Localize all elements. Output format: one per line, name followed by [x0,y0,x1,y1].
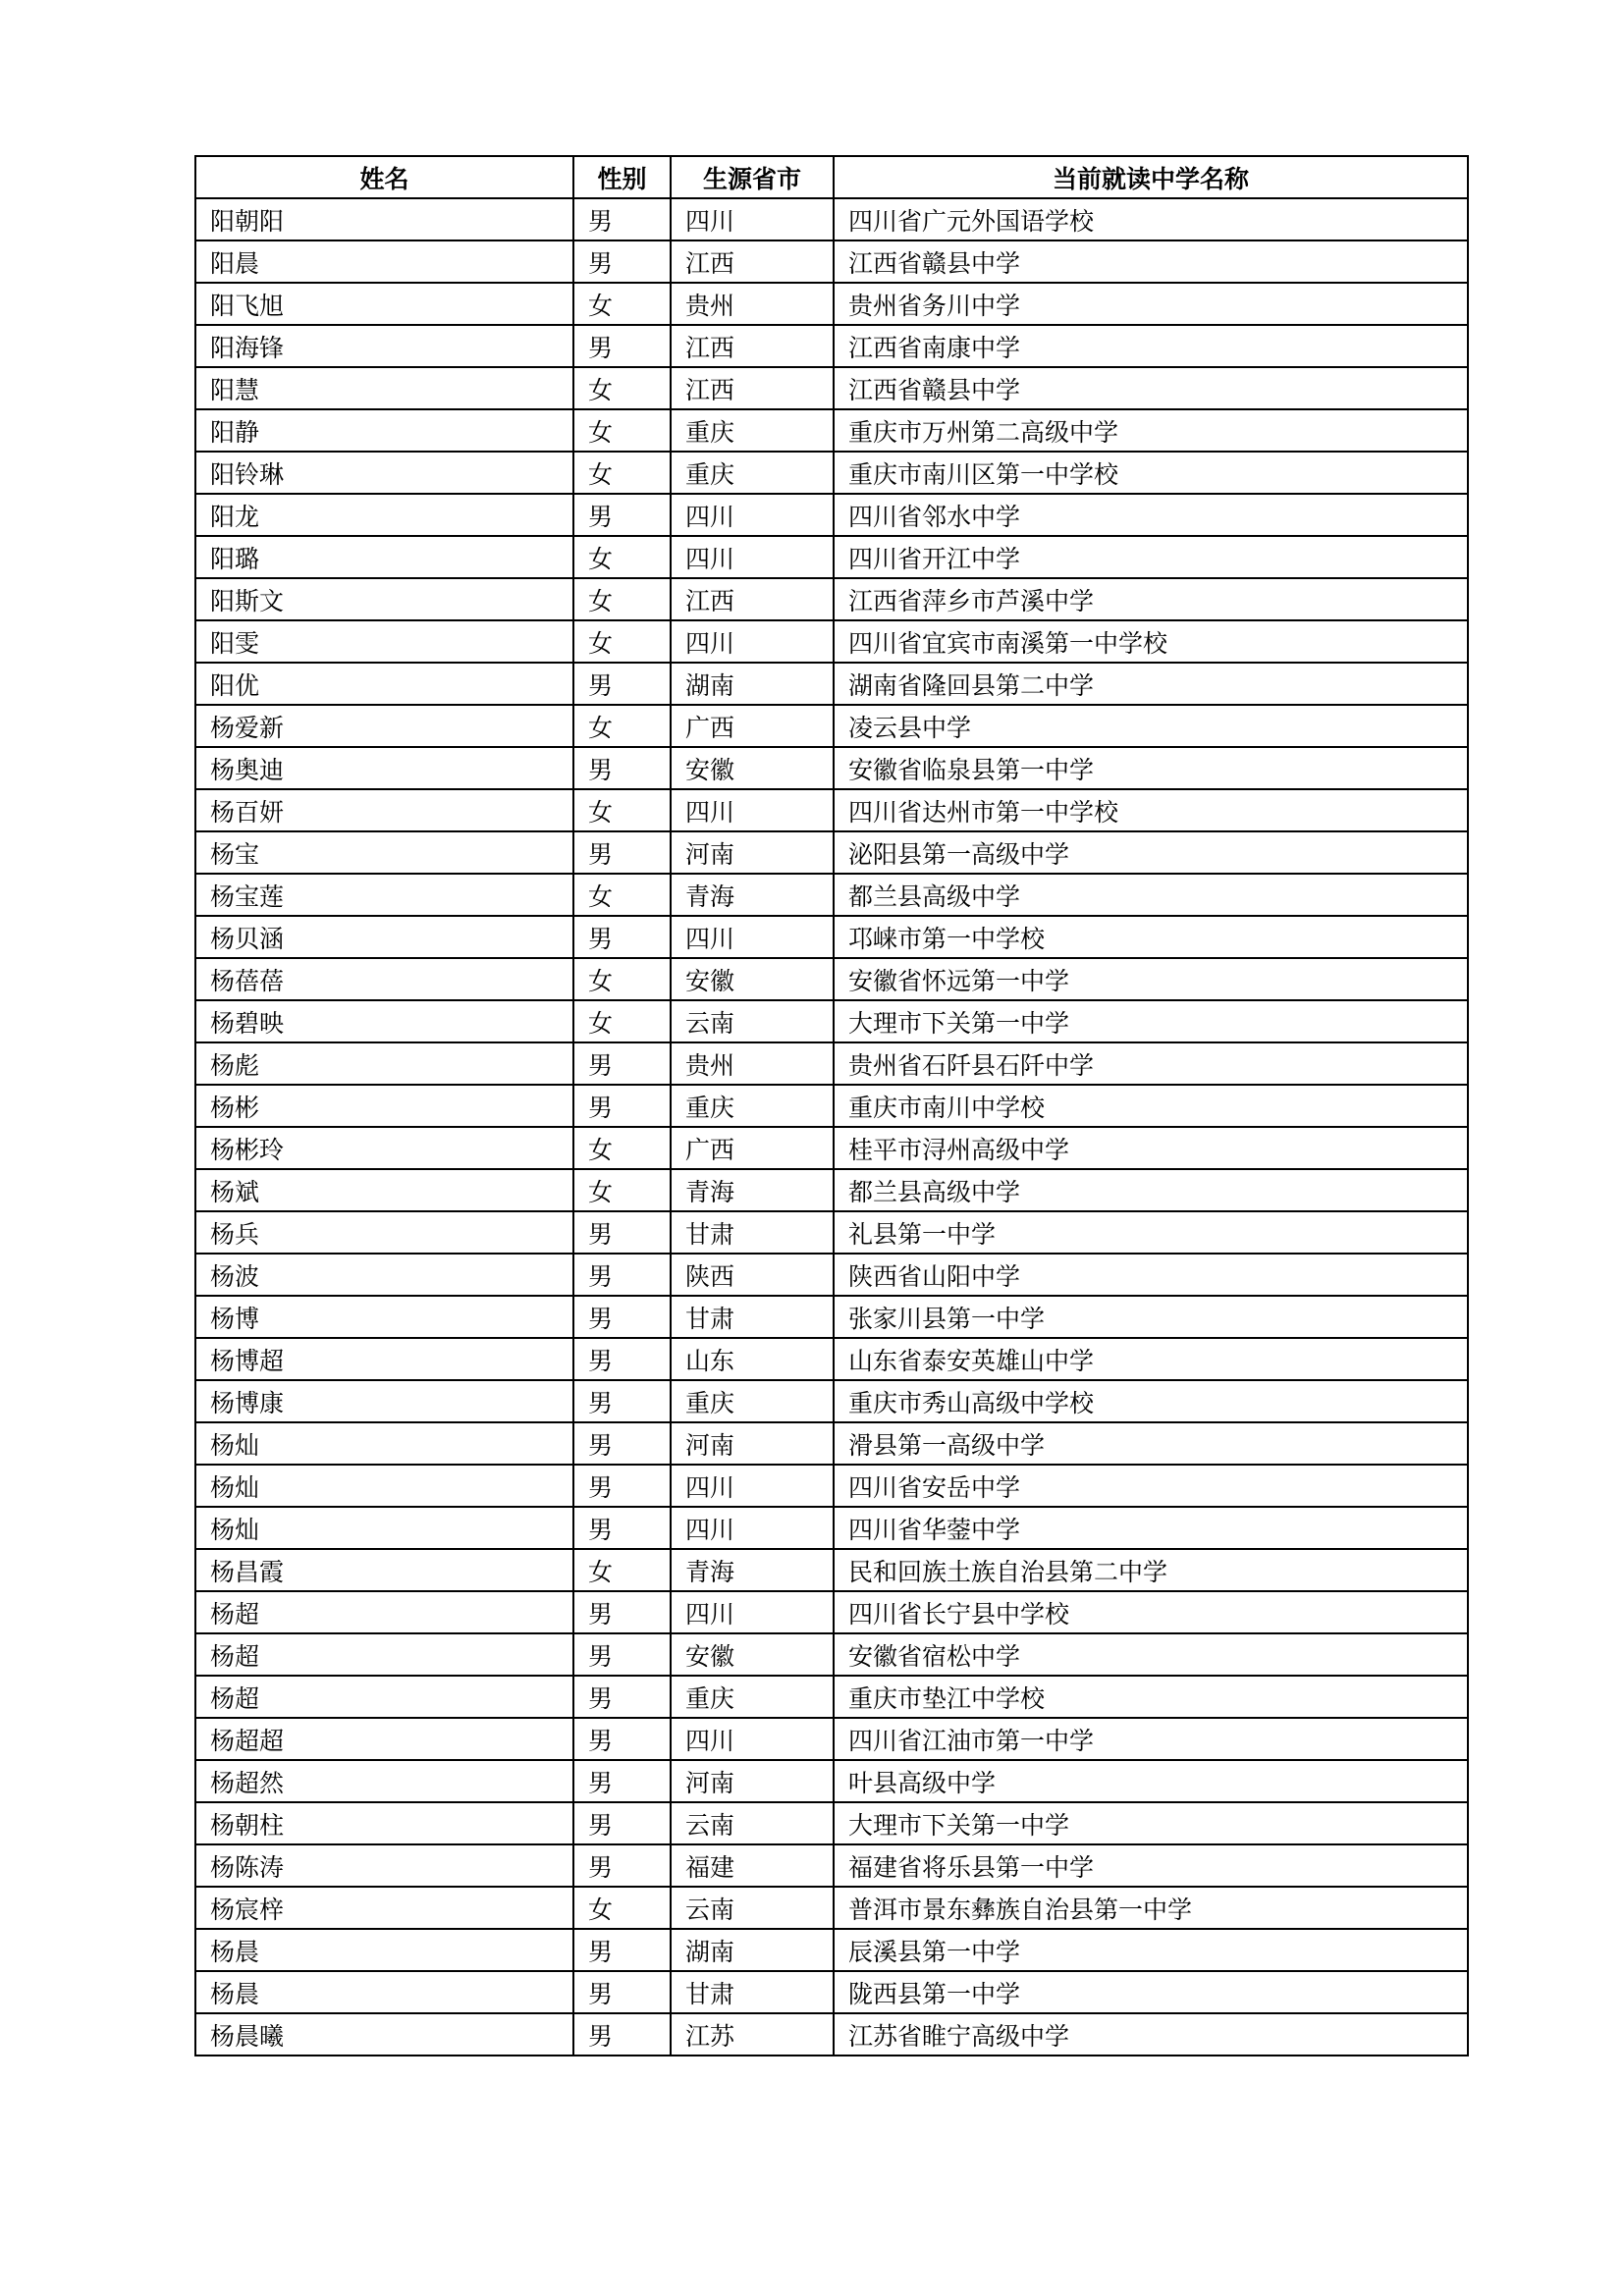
cell-gender: 男 [573,831,671,874]
cell-province: 四川 [671,620,834,663]
cell-school: 重庆市南川区第一中学校 [834,452,1468,494]
cell-gender: 男 [573,1507,671,1549]
table-row [195,2013,1468,2056]
cell-province: 四川 [671,1591,834,1633]
cell-name: 阳优 [195,663,573,705]
cell-province: 青海 [671,1549,834,1591]
cell-gender: 男 [573,1760,671,1802]
cell-province: 江西 [671,240,834,283]
cell-province: 湖南 [671,1929,834,1971]
cell-gender: 男 [573,1380,671,1422]
table-row [195,1042,1468,1085]
cell-gender: 女 [573,452,671,494]
table-row [195,747,1468,789]
cell-province: 安徽 [671,747,834,789]
cell-name: 阳晨 [195,240,573,283]
cell-gender: 男 [573,1422,671,1465]
cell-gender: 女 [573,283,671,325]
cell-school: 陕西省山阳中学 [834,1254,1468,1296]
cell-gender: 女 [573,1000,671,1042]
cell-name: 杨碧映 [195,1000,573,1042]
cell-name: 杨超超 [195,1718,573,1760]
cell-province: 甘肃 [671,1211,834,1254]
table-row [195,198,1468,240]
cell-name: 杨宝 [195,831,573,874]
cell-school: 都兰县高级中学 [834,1169,1468,1211]
cell-school: 重庆市秀山高级中学校 [834,1380,1468,1422]
table-row [195,409,1468,452]
cell-gender: 女 [573,409,671,452]
cell-province: 四川 [671,916,834,958]
cell-school: 普洱市景东彝族自治县第一中学 [834,1887,1468,1929]
table-row [195,283,1468,325]
table-row [195,958,1468,1000]
cell-gender: 男 [573,1844,671,1887]
cell-province: 甘肃 [671,1971,834,2013]
header-province: 生源省市 [671,156,834,198]
cell-name: 杨波 [195,1254,573,1296]
table-row [195,1549,1468,1591]
cell-province: 重庆 [671,452,834,494]
table-row [195,1254,1468,1296]
cell-name: 阳龙 [195,494,573,536]
cell-gender: 男 [573,1971,671,2013]
table-body [195,198,1468,2056]
cell-gender: 女 [573,578,671,620]
cell-name: 杨灿 [195,1465,573,1507]
table-row [195,874,1468,916]
cell-school: 安徽省怀远第一中学 [834,958,1468,1000]
cell-school: 山东省泰安英雄山中学 [834,1338,1468,1380]
cell-gender: 女 [573,1549,671,1591]
table-row [195,1633,1468,1676]
cell-gender: 男 [573,663,671,705]
header-gender: 性别 [573,156,671,198]
cell-province: 重庆 [671,1380,834,1422]
cell-school: 四川省华蓥中学 [834,1507,1468,1549]
cell-province: 安徽 [671,1633,834,1676]
cell-school: 湖南省隆回县第二中学 [834,663,1468,705]
table-row [195,1802,1468,1844]
cell-school: 四川省宜宾市南溪第一中学校 [834,620,1468,663]
cell-province: 贵州 [671,1042,834,1085]
cell-school: 桂平市浔州高级中学 [834,1127,1468,1169]
table-row [195,1211,1468,1254]
cell-name: 杨贝涵 [195,916,573,958]
cell-gender: 女 [573,874,671,916]
cell-gender: 男 [573,1085,671,1127]
cell-gender: 男 [573,1633,671,1676]
cell-name: 杨博康 [195,1380,573,1422]
cell-school: 四川省长宁县中学校 [834,1591,1468,1633]
cell-name: 杨朝柱 [195,1802,573,1844]
table-row [195,1507,1468,1549]
cell-province: 云南 [671,1887,834,1929]
table-row [195,1465,1468,1507]
table-row [195,1422,1468,1465]
cell-gender: 男 [573,198,671,240]
cell-province: 福建 [671,1844,834,1887]
cell-school: 民和回族土族自治县第二中学 [834,1549,1468,1591]
cell-gender: 女 [573,620,671,663]
cell-school: 贵州省务川中学 [834,283,1468,325]
cell-name: 杨彬玲 [195,1127,573,1169]
cell-school: 安徽省临泉县第一中学 [834,747,1468,789]
cell-school: 陇西县第一中学 [834,1971,1468,2013]
cell-province: 云南 [671,1802,834,1844]
cell-name: 阳静 [195,409,573,452]
header-school: 当前就读中学名称 [834,156,1468,198]
cell-gender: 男 [573,494,671,536]
cell-school: 重庆市南川中学校 [834,1085,1468,1127]
cell-name: 杨博超 [195,1338,573,1380]
cell-province: 河南 [671,1760,834,1802]
cell-school: 凌云县中学 [834,705,1468,747]
cell-name: 杨爱新 [195,705,573,747]
cell-school: 四川省邻水中学 [834,494,1468,536]
cell-province: 四川 [671,494,834,536]
cell-school: 四川省达州市第一中学校 [834,789,1468,831]
cell-gender: 男 [573,325,671,367]
table-row [195,789,1468,831]
cell-name: 杨兵 [195,1211,573,1254]
cell-name: 杨宝莲 [195,874,573,916]
cell-gender: 女 [573,958,671,1000]
cell-name: 杨彬 [195,1085,573,1127]
cell-gender: 男 [573,916,671,958]
cell-province: 青海 [671,1169,834,1211]
cell-name: 阳雯 [195,620,573,663]
cell-school: 四川省广元外国语学校 [834,198,1468,240]
table-row [195,1971,1468,2013]
cell-province: 四川 [671,1507,834,1549]
cell-province: 四川 [671,198,834,240]
table-row [195,1760,1468,1802]
cell-gender: 男 [573,1211,671,1254]
table-row [195,1591,1468,1633]
table-row [195,1718,1468,1760]
table-row [195,663,1468,705]
cell-school: 四川省江油市第一中学 [834,1718,1468,1760]
cell-gender: 女 [573,1169,671,1211]
cell-name: 杨彪 [195,1042,573,1085]
cell-name: 杨晨 [195,1929,573,1971]
table-header-row [195,156,1468,198]
cell-school: 张家川县第一中学 [834,1296,1468,1338]
cell-gender: 男 [573,1591,671,1633]
cell-province: 广西 [671,1127,834,1169]
cell-school: 大理市下关第一中学 [834,1802,1468,1844]
header-name: 姓名 [195,156,573,198]
student-table [194,155,1469,2056]
cell-province: 重庆 [671,1676,834,1718]
cell-school: 重庆市垫江中学校 [834,1676,1468,1718]
cell-name: 杨蓓蓓 [195,958,573,1000]
cell-gender: 女 [573,1887,671,1929]
cell-name: 杨超 [195,1591,573,1633]
cell-province: 江苏 [671,2013,834,2056]
cell-province: 四川 [671,1465,834,1507]
table-row [195,1844,1468,1887]
cell-gender: 男 [573,1465,671,1507]
cell-name: 杨晨 [195,1971,573,2013]
cell-gender: 男 [573,1338,671,1380]
cell-name: 杨灿 [195,1507,573,1549]
cell-school: 叶县高级中学 [834,1760,1468,1802]
cell-gender: 男 [573,1802,671,1844]
cell-gender: 男 [573,2013,671,2056]
cell-name: 杨昌霞 [195,1549,573,1591]
table-row [195,916,1468,958]
cell-gender: 女 [573,536,671,578]
cell-province: 广西 [671,705,834,747]
table-row [195,1000,1468,1042]
cell-name: 杨百妍 [195,789,573,831]
cell-school: 大理市下关第一中学 [834,1000,1468,1042]
cell-school: 邛崃市第一中学校 [834,916,1468,958]
cell-province: 江西 [671,325,834,367]
cell-school: 滑县第一高级中学 [834,1422,1468,1465]
cell-gender: 男 [573,1676,671,1718]
cell-province: 陕西 [671,1254,834,1296]
cell-province: 重庆 [671,1085,834,1127]
cell-province: 四川 [671,1718,834,1760]
cell-name: 杨陈涛 [195,1844,573,1887]
cell-school: 江苏省睢宁高级中学 [834,2013,1468,2056]
cell-province: 安徽 [671,958,834,1000]
cell-name: 阳海锋 [195,325,573,367]
cell-gender: 女 [573,367,671,409]
cell-name: 杨超 [195,1676,573,1718]
cell-gender: 男 [573,1718,671,1760]
cell-gender: 男 [573,747,671,789]
cell-province: 重庆 [671,409,834,452]
cell-school: 贵州省石阡县石阡中学 [834,1042,1468,1085]
cell-gender: 男 [573,240,671,283]
cell-gender: 男 [573,1254,671,1296]
cell-name: 杨超 [195,1633,573,1676]
cell-gender: 女 [573,1127,671,1169]
cell-name: 杨博 [195,1296,573,1338]
cell-name: 杨晨曦 [195,2013,573,2056]
cell-name: 阳朝阳 [195,198,573,240]
table-row [195,705,1468,747]
cell-name: 杨奥迪 [195,747,573,789]
cell-gender: 男 [573,1296,671,1338]
cell-province: 湖南 [671,663,834,705]
table-row [195,620,1468,663]
cell-school: 四川省开江中学 [834,536,1468,578]
cell-school: 辰溪县第一中学 [834,1929,1468,1971]
cell-school: 礼县第一中学 [834,1211,1468,1254]
cell-name: 阳斯文 [195,578,573,620]
cell-province: 山东 [671,1338,834,1380]
cell-province: 甘肃 [671,1296,834,1338]
table-row [195,1676,1468,1718]
cell-name: 杨宸梓 [195,1887,573,1929]
table-row [195,1169,1468,1211]
cell-province: 江西 [671,367,834,409]
cell-name: 阳飞旭 [195,283,573,325]
table-row [195,1338,1468,1380]
cell-gender: 男 [573,1929,671,1971]
table-row [195,831,1468,874]
table-row [195,1296,1468,1338]
cell-province: 四川 [671,536,834,578]
cell-gender: 男 [573,1042,671,1085]
table-row [195,536,1468,578]
table-row [195,1929,1468,1971]
cell-school: 福建省将乐县第一中学 [834,1844,1468,1887]
cell-school: 都兰县高级中学 [834,874,1468,916]
cell-school: 江西省南康中学 [834,325,1468,367]
cell-name: 阳铃琳 [195,452,573,494]
cell-gender: 女 [573,789,671,831]
cell-school: 安徽省宿松中学 [834,1633,1468,1676]
cell-province: 四川 [671,789,834,831]
cell-name: 阳璐 [195,536,573,578]
cell-name: 杨灿 [195,1422,573,1465]
cell-school: 四川省安岳中学 [834,1465,1468,1507]
table-row [195,367,1468,409]
cell-school: 江西省赣县中学 [834,367,1468,409]
cell-school: 泌阳县第一高级中学 [834,831,1468,874]
table-row [195,240,1468,283]
cell-province: 云南 [671,1000,834,1042]
table-row [195,578,1468,620]
cell-province: 贵州 [671,283,834,325]
cell-province: 河南 [671,831,834,874]
table-row [195,1127,1468,1169]
cell-province: 江西 [671,578,834,620]
cell-name: 阳慧 [195,367,573,409]
table-row [195,494,1468,536]
table-row [195,452,1468,494]
table-row [195,1380,1468,1422]
cell-province: 河南 [671,1422,834,1465]
table-row [195,1887,1468,1929]
table-row [195,325,1468,367]
cell-province: 青海 [671,874,834,916]
cell-school: 重庆市万州第二高级中学 [834,409,1468,452]
cell-gender: 女 [573,705,671,747]
cell-school: 江西省萍乡市芦溪中学 [834,578,1468,620]
cell-school: 江西省赣县中学 [834,240,1468,283]
table-row [195,1085,1468,1127]
cell-name: 杨超然 [195,1760,573,1802]
cell-name: 杨斌 [195,1169,573,1211]
